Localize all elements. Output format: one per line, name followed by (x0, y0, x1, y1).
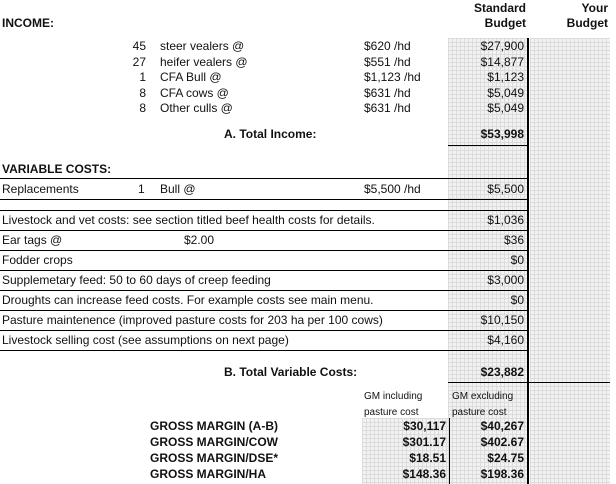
income-item: Other culls @ (160, 101, 233, 115)
income-value: $14,877 (480, 54, 524, 69)
total-variable-label: B. Total Variable Costs: (224, 365, 358, 379)
gm-inc-header-1: GM including (364, 391, 423, 402)
row-divider (0, 250, 528, 251)
gm-including-value: $301.17 (402, 435, 446, 449)
gm-exc-header-2: pasture cost (452, 407, 507, 418)
income-value: $1,123 (487, 70, 524, 84)
row-divider (0, 290, 528, 291)
variable-cost-label: Droughts can increase feed costs. For example costs see main menu. (2, 293, 374, 307)
income-qty: 27 (132, 54, 146, 69)
variable-cost-value: $3,000 (487, 273, 524, 287)
income-price: $620 /hd (364, 39, 411, 53)
variable-costs-heading: VARIABLE COSTS: (2, 162, 112, 176)
gm-excluding-value: $402.67 (480, 435, 524, 449)
replacements-value: $5,500 (487, 182, 524, 196)
standard-header-1: Standard (473, 1, 526, 15)
row-divider (0, 270, 528, 271)
income-price: $551 /hd (364, 54, 411, 69)
your-header-1: Your (581, 1, 608, 15)
variable-cost-label: Livestock selling cost (see assumptions on next page) (2, 333, 289, 347)
variable-cost-value: $1,036 (487, 213, 524, 227)
income-value: $27,900 (480, 39, 524, 53)
replacements-price: $5,500 /hd (364, 182, 421, 196)
income-item: CFA Bull @ (160, 70, 222, 84)
gm-exc-header-1: GM excluding (452, 391, 514, 402)
income-price: $631 /hd (364, 85, 411, 100)
gm-including-value: $148.36 (402, 467, 446, 481)
gm-including-value: $30,117 (403, 419, 446, 433)
replacements-item: Bull @ (160, 182, 196, 196)
gm-excluding-value: $198.36 (480, 467, 524, 481)
income-item: heifer vealers @ (160, 54, 248, 69)
replacements-qty: 1 (138, 182, 145, 196)
variable-cost-label: Pasture maintenence (improved pasture costs for 203 ha per 100 cows) (2, 313, 383, 327)
total-income-label: A. Total Income: (224, 127, 317, 141)
income-qty: 45 (132, 39, 146, 53)
variable-cost-value: $36 (503, 233, 524, 247)
row-divider (0, 230, 528, 231)
row-divider (0, 350, 528, 351)
column-divider (527, 38, 529, 484)
variable-cost-label: Ear tags @ (2, 233, 63, 247)
income-item: steer vealers @ (160, 39, 245, 53)
income-item: CFA cows @ (160, 85, 229, 100)
gm-excluding-value: $24.75 (487, 451, 524, 465)
income-qty: 8 (139, 85, 146, 100)
standard-header-2: Budget (484, 16, 526, 30)
total-variable-value: $23,882 (480, 365, 524, 379)
income-value: $5,049 (487, 85, 524, 100)
variable-cost-label: Fodder crops (2, 253, 73, 267)
replacements-label: Replacements (2, 182, 79, 196)
gm-label: GROSS MARGIN/HA (150, 467, 267, 481)
gm-label: GROSS MARGIN/COW (150, 435, 278, 449)
variable-cost-value: $0 (510, 293, 524, 307)
gm-label: GROSS MARGIN/DSE* (150, 451, 279, 465)
variable-cost-label: Livestock and vet costs: see section titled beef health costs for details. (2, 213, 375, 227)
variable-cost-value: $10,150 (480, 313, 524, 327)
variable-cost-label: Supplemetary feed: 50 to 60 days of creep feeding (2, 273, 271, 287)
your-header-2: Budget (566, 16, 608, 30)
variable-cost-value: $4,160 (487, 333, 524, 347)
gm-label: GROSS MARGIN (A-B) (150, 419, 278, 433)
income-value: $5,049 (487, 101, 524, 115)
row-divider (0, 310, 528, 311)
your-budget-column[interactable] (530, 38, 610, 484)
total-income-value: $53,998 (480, 127, 524, 141)
gm-including-value: $18.51 (409, 451, 446, 465)
variable-cost-value: $0 (510, 253, 524, 267)
gm-inc-header-2: pasture cost (364, 407, 419, 418)
row-divider (0, 330, 528, 331)
income-price: $631 /hd (364, 101, 411, 115)
income-price: $1,123 /hd (364, 70, 421, 84)
variable-cost-rate: $2.00 (184, 233, 215, 247)
gm-excluding-value: $40,267 (480, 419, 524, 433)
income-heading: INCOME: (2, 16, 54, 30)
income-qty: 1 (139, 70, 146, 84)
income-qty: 8 (139, 101, 146, 115)
